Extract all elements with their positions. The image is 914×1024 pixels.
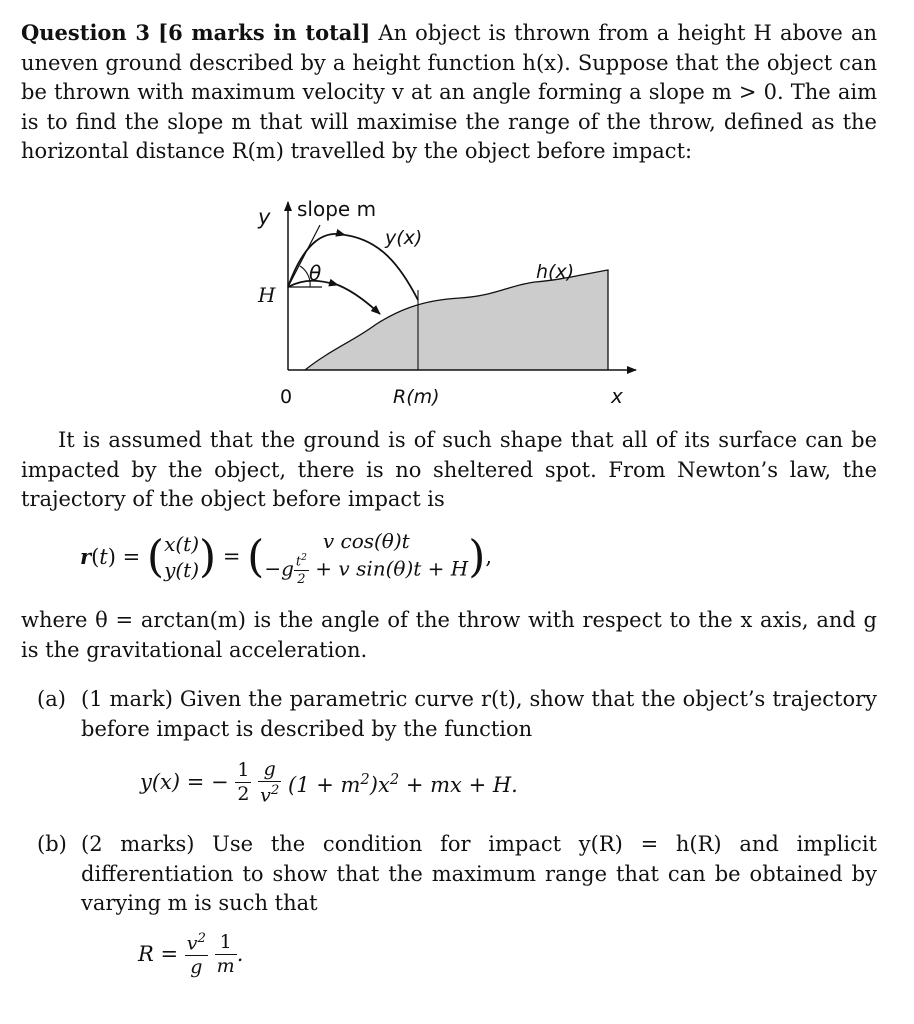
eq1-rhs-frac-num: $t^2$	[295, 553, 307, 570]
trajectory-equation: r(t) = ( x(t) y(t) ) = ( v cos(θ)t −g $\frac{t^2}{2}$ + v sin(θ)t + H ),	[80, 529, 493, 588]
eq1-lhs: r(t) =	[80, 543, 141, 569]
eq1-vec-bot: y(t)	[164, 558, 200, 583]
range-label: R(m)	[393, 386, 440, 408]
part-a-eq-f1-num: 1	[237, 759, 250, 782]
eq1-vec-top: x(t)	[164, 532, 199, 557]
ground-label: h(x)	[536, 261, 575, 283]
theta-definition-paragraph: where θ = arctan(m) is the angle of the throw with respect to the x axis, and g is the gravitational acceleration.	[21, 608, 877, 662]
part-b-eq-lhs: R =	[138, 941, 179, 966]
part-a-eq-f2-num: g	[258, 760, 281, 782]
ground-area	[305, 270, 608, 370]
slope-label: slope m	[297, 197, 377, 221]
part-b-text: (2 marks) Use the condition for impact y(R) = h(R) and implicit differentiation to show that the maximum range that can be obtained by varying m is such that	[81, 832, 877, 915]
part-b-eq-tail: .	[236, 941, 244, 966]
trajectory-label: y(x)	[385, 227, 423, 249]
part-b	[37, 830, 877, 919]
part-a-equation	[140, 760, 518, 805]
question-marks: [6 marks in total]	[158, 20, 371, 45]
eq1-rhs-bot-pre: −g	[264, 556, 294, 581]
part-b-eq-f1-num: $v^2$	[186, 931, 206, 955]
question-label: Question 3	[21, 20, 151, 45]
part-a-eq-f1-den: 2	[237, 783, 250, 806]
question-intro	[21, 18, 877, 167]
question-intro-text: An object is thrown from a height H above an uneven ground described by a height function h(x). Suppose that the object can be thrown with maximum velocity v at an angle forming a slope m > 0. The aim is to find the slope m that will maximise the range of the throw, defined as the horizontal distance R(m) travelled by the object before impact:	[21, 21, 877, 163]
eq1-rhs-bot-post: + v sin(θ)t + H	[315, 556, 469, 581]
part-a-eq-lhs: y(x) = −	[140, 769, 229, 794]
height-label: H	[258, 283, 276, 307]
part-a	[37, 685, 877, 744]
part-b-eq-f2-den: m	[216, 955, 235, 978]
assumption-paragraph: It is assumed that the ground is of such shape that all of its surface can be impacted by the object, there is no sheltered spot. From Newton’s law, the trajectory of the object before impact is	[21, 428, 877, 511]
part-a-eq-f2-den: $v^2$	[260, 783, 280, 807]
y-axis-label: y	[258, 205, 271, 229]
eq1-tail: ,	[485, 544, 493, 569]
part-a-label: (a)	[37, 687, 66, 711]
eq1-equals: =	[222, 544, 241, 569]
trajectory-low-tail	[338, 285, 380, 314]
theta-label: θ	[309, 261, 322, 285]
part-b-equation	[138, 932, 243, 977]
part-b-eq-f2-num: 1	[215, 933, 237, 955]
part-b-eq-f1-den: g	[190, 956, 203, 979]
part-a-text: (1 mark) Given the parametric curve r(t), show that the object’s trajectory before impact is described by the function	[81, 687, 877, 741]
x-axis-label: x	[611, 384, 623, 408]
part-b-label: (b)	[37, 832, 67, 856]
eq1-rhs-top: v cos(θ)t	[322, 529, 410, 553]
part-a-eq-rest: $(1 + m^2)x^2$ + mx + H.	[288, 770, 518, 797]
origin-label: 0	[280, 386, 293, 408]
eq1-rhs-frac-den: 2	[297, 572, 306, 588]
